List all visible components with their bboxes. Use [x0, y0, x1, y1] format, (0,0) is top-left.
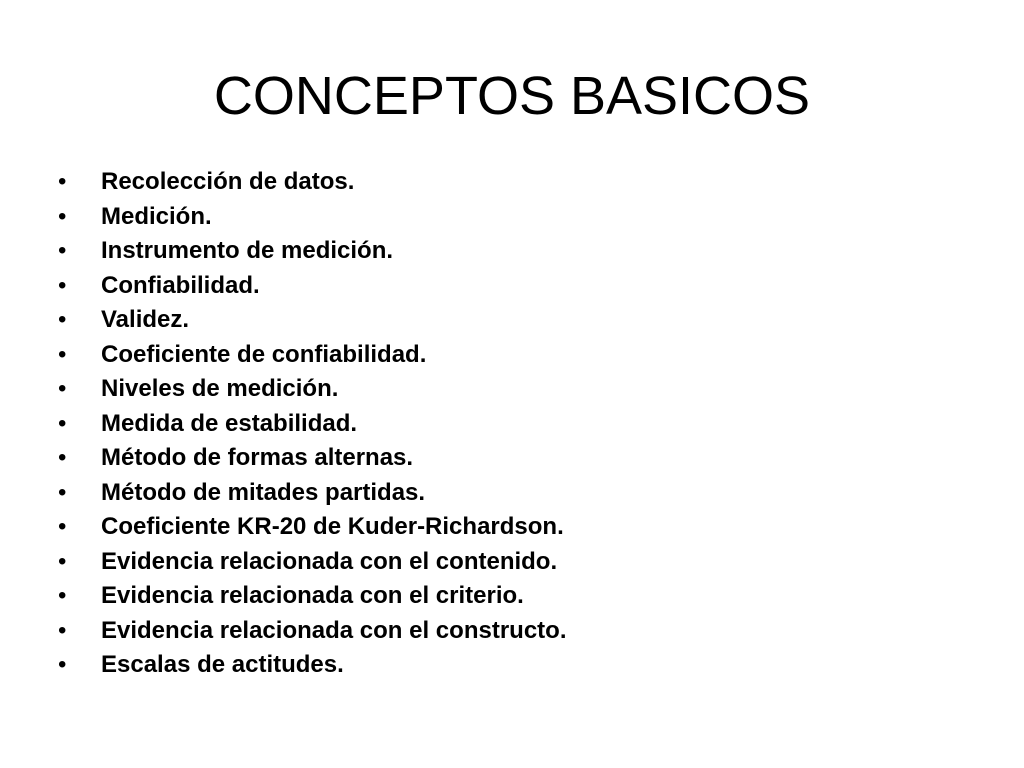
list-item-text: Método de formas alternas.: [101, 444, 414, 471]
list-item-text: Medida de estabilidad.: [101, 409, 358, 437]
bullet-icon: •: [58, 340, 67, 368]
list-item: [58, 476, 566, 511]
bullet-icon: •: [58, 444, 67, 471]
bullet-icon: •: [58, 375, 67, 402]
list-item: [58, 545, 566, 580]
bullet-icon: •: [58, 616, 67, 644]
list-item-text: Evidencia relacionada con el criterio.: [101, 582, 524, 609]
list-item-text: Escalas de actitudes.: [101, 651, 344, 678]
bullet-icon: •: [58, 237, 67, 264]
list-item: [58, 614, 566, 649]
bullet-icon: •: [58, 271, 67, 299]
bullet-icon: •: [58, 582, 67, 609]
list-item-text: Instrumento de medición.: [101, 237, 394, 264]
bullet-icon: •: [58, 547, 67, 575]
list-item-text: Método de mitades partidas.: [101, 478, 426, 506]
list-item-text: Evidencia relacionada con el contenido.: [101, 547, 558, 575]
list-item-text: Niveles de medición.: [101, 375, 339, 402]
list-item-text: Medición.: [101, 202, 212, 230]
list-item: [58, 407, 566, 442]
list-item: [58, 648, 566, 683]
list-item: [58, 303, 566, 338]
list-item: [58, 269, 566, 304]
list-item: [58, 338, 566, 373]
bullet-icon: •: [58, 202, 67, 230]
list-item-text: Confiabilidad.: [101, 271, 260, 299]
bullet-icon: •: [58, 409, 67, 437]
list-item: [58, 510, 566, 545]
bullet-icon: •: [58, 478, 67, 506]
list-item-text: Recolección de datos.: [101, 168, 355, 195]
list-item-text: Coeficiente de confiabilidad.: [101, 340, 427, 368]
bullet-list: [58, 165, 566, 683]
list-item: [58, 579, 566, 614]
list-item: [58, 372, 566, 407]
bullet-icon: •: [58, 168, 67, 195]
list-item-text: Evidencia relacionada con el constructo.: [101, 616, 567, 644]
list-item: [58, 441, 566, 476]
bullet-icon: •: [58, 651, 67, 678]
bullet-icon: •: [58, 513, 67, 540]
list-item: [58, 165, 566, 200]
slide-title: CONCEPTOS BASICOS: [213, 66, 811, 126]
list-item-text: Validez.: [101, 306, 190, 333]
list-item-text: Coeficiente KR-20 de Kuder-Richardson.: [101, 513, 564, 540]
list-item: [58, 234, 566, 269]
bullet-icon: •: [58, 306, 67, 333]
list-item: [58, 200, 566, 235]
